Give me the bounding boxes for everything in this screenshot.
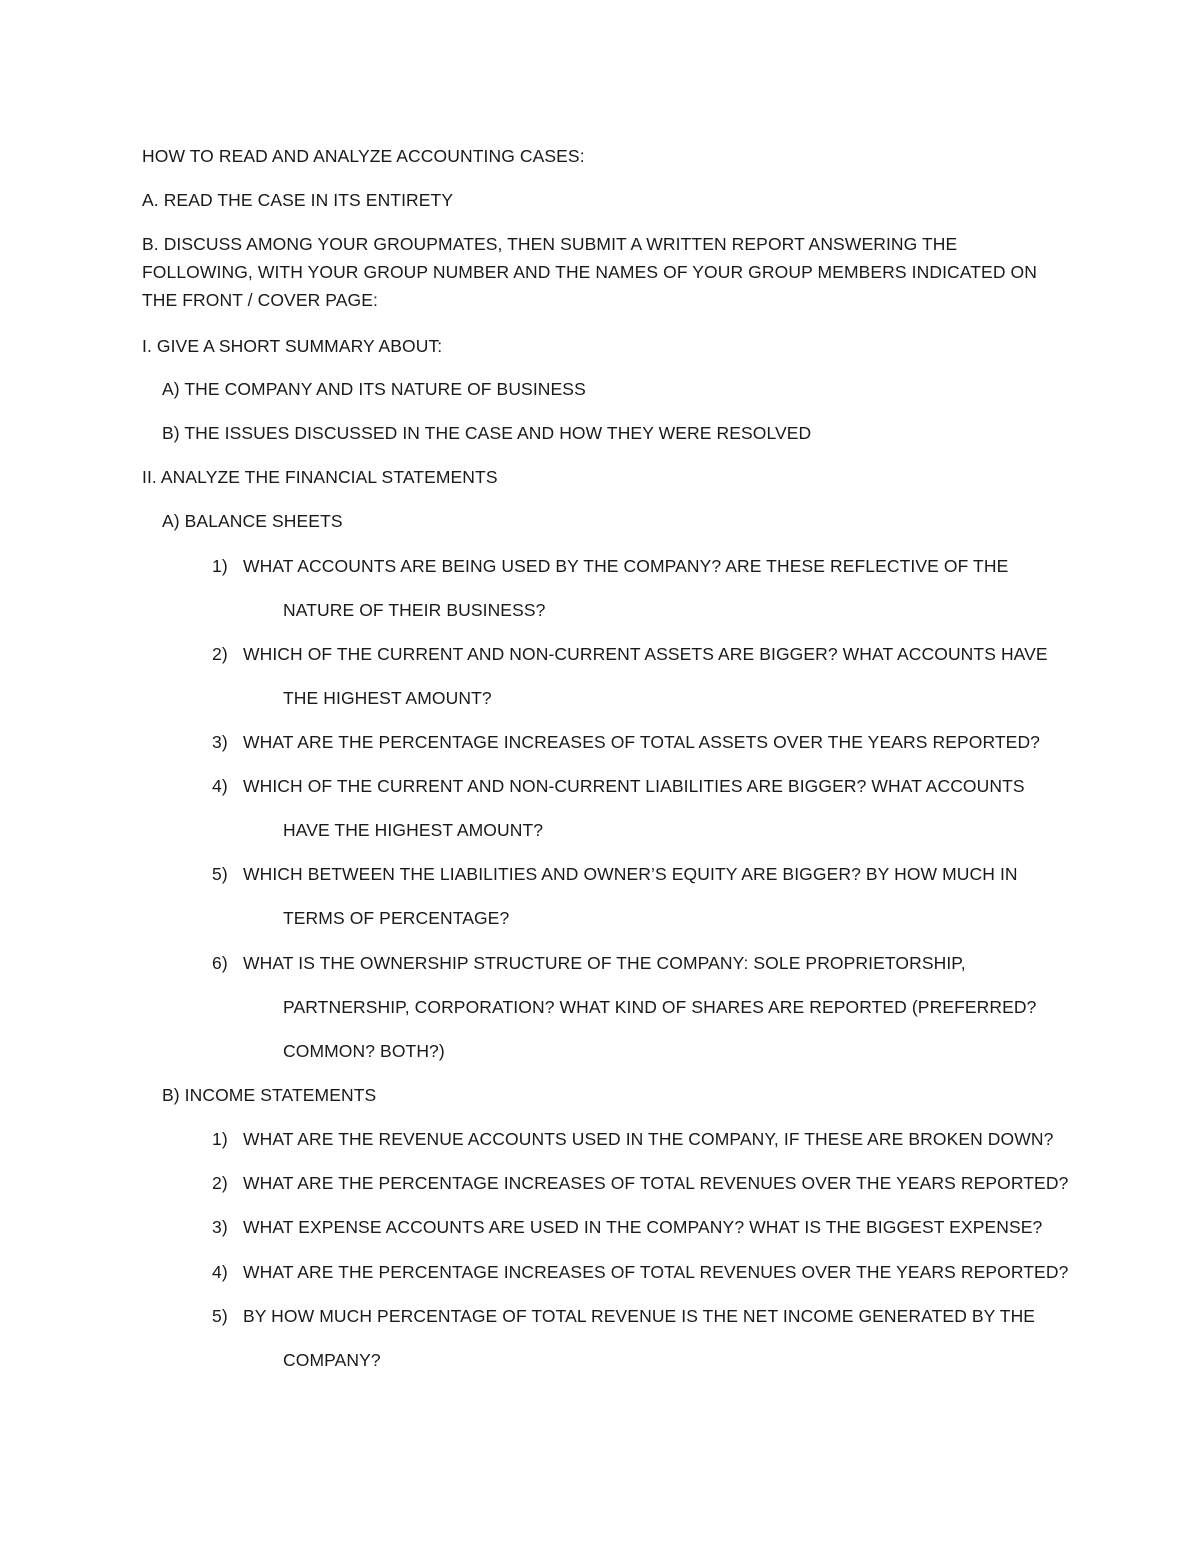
bs-q3-text: WHAT ARE THE PERCENTAGE INCREASES OF TOTAL ASSETS OVER THE YEARS REPORTED? bbox=[242, 732, 1041, 752]
is-q5-text: BY HOW MUCH PERCENTAGE OF TOTAL REVENUE IS THE NET INCOME GENERATED BY THE bbox=[242, 1306, 1036, 1326]
income-statements-heading: B) INCOME STATEMENTS bbox=[162, 1085, 377, 1105]
bs-question-5 bbox=[212, 863, 1018, 885]
bs-q5-number: 5) bbox=[212, 864, 228, 884]
bs-q4-text: WHICH OF THE CURRENT AND NON-CURRENT LIABILITIES ARE BIGGER? WHAT ACCOUNTS bbox=[242, 776, 1025, 796]
section-1-item-a: A) THE COMPANY AND ITS NATURE OF BUSINESS bbox=[162, 379, 586, 399]
document-title: HOW TO READ AND ANALYZE ACCOUNTING CASES: bbox=[142, 146, 585, 166]
is-question-3 bbox=[212, 1216, 1042, 1238]
is-question-1 bbox=[212, 1128, 1053, 1150]
step-a: A. READ THE CASE IN ITS ENTIRETY bbox=[142, 190, 454, 210]
step-b-line-3: THE FRONT / COVER PAGE: bbox=[142, 290, 378, 310]
balance-sheets-heading: A) BALANCE SHEETS bbox=[162, 511, 343, 531]
is-q5-continuation: COMPANY? bbox=[283, 1350, 381, 1370]
bs-q4-continuation: HAVE THE HIGHEST AMOUNT? bbox=[283, 820, 544, 840]
bs-q6-continuation-2: COMMON? BOTH?) bbox=[283, 1041, 445, 1061]
is-q3-number: 3) bbox=[212, 1217, 228, 1237]
bs-q6-number: 6) bbox=[212, 953, 228, 973]
is-q3-text: WHAT EXPENSE ACCOUNTS ARE USED IN THE COMPANY? WHAT IS THE BIGGEST EXPENSE? bbox=[242, 1217, 1043, 1237]
bs-question-3 bbox=[212, 731, 1040, 753]
is-question-2 bbox=[212, 1172, 1068, 1194]
bs-q1-number: 1) bbox=[212, 556, 228, 576]
is-q4-text: WHAT ARE THE PERCENTAGE INCREASES OF TOTAL REVENUES OVER THE YEARS REPORTED? bbox=[242, 1262, 1069, 1282]
bs-q2-number: 2) bbox=[212, 644, 228, 664]
bs-q2-text: WHICH OF THE CURRENT AND NON-CURRENT ASSETS ARE BIGGER? WHAT ACCOUNTS HAVE bbox=[242, 644, 1048, 664]
step-b-line-1: B. DISCUSS AMONG YOUR GROUPMATES, THEN SUBMIT A WRITTEN REPORT ANSWERING THE bbox=[142, 234, 958, 254]
is-question-4 bbox=[212, 1261, 1068, 1283]
bs-question-4 bbox=[212, 775, 1025, 797]
bs-question-2 bbox=[212, 643, 1048, 665]
bs-q3-number: 3) bbox=[212, 732, 228, 752]
is-q2-text: WHAT ARE THE PERCENTAGE INCREASES OF TOTAL REVENUES OVER THE YEARS REPORTED? bbox=[242, 1173, 1069, 1193]
is-question-5 bbox=[212, 1305, 1035, 1327]
is-q1-text: WHAT ARE THE REVENUE ACCOUNTS USED IN THE COMPANY, IF THESE ARE BROKEN DOWN? bbox=[242, 1129, 1054, 1149]
is-q1-number: 1) bbox=[212, 1129, 228, 1149]
bs-q1-continuation: NATURE OF THEIR BUSINESS? bbox=[283, 600, 546, 620]
section-2-heading: II. ANALYZE THE FINANCIAL STATEMENTS bbox=[142, 467, 498, 487]
bs-q6-text: WHAT IS THE OWNERSHIP STRUCTURE OF THE COMPANY: SOLE PROPRIETORSHIP, bbox=[242, 953, 966, 973]
bs-q4-number: 4) bbox=[212, 776, 228, 796]
is-q5-number: 5) bbox=[212, 1306, 228, 1326]
is-q2-number: 2) bbox=[212, 1173, 228, 1193]
bs-q1-text: WHAT ACCOUNTS ARE BEING USED BY THE COMPANY? ARE THESE REFLECTIVE OF THE bbox=[242, 556, 1009, 576]
bs-q2-continuation: THE HIGHEST AMOUNT? bbox=[283, 688, 492, 708]
bs-question-1 bbox=[212, 555, 1008, 577]
step-b-line-2: FOLLOWING, WITH YOUR GROUP NUMBER AND THE NAMES OF YOUR GROUP MEMBERS INDICATED ON bbox=[142, 262, 1037, 282]
is-q4-number: 4) bbox=[212, 1262, 228, 1282]
bs-question-6 bbox=[212, 952, 966, 974]
section-1-heading: I. GIVE A SHORT SUMMARY ABOUT: bbox=[142, 336, 443, 356]
bs-q6-continuation-1: PARTNERSHIP, CORPORATION? WHAT KIND OF SHARES ARE REPORTED (PREFERRED? bbox=[283, 997, 1037, 1017]
bs-q5-text: WHICH BETWEEN THE LIABILITIES AND OWNER’S EQUITY ARE BIGGER? BY HOW MUCH IN bbox=[242, 864, 1018, 884]
bs-q5-continuation: TERMS OF PERCENTAGE? bbox=[283, 908, 510, 928]
section-1-item-b: B) THE ISSUES DISCUSSED IN THE CASE AND HOW THEY WERE RESOLVED bbox=[162, 423, 812, 443]
